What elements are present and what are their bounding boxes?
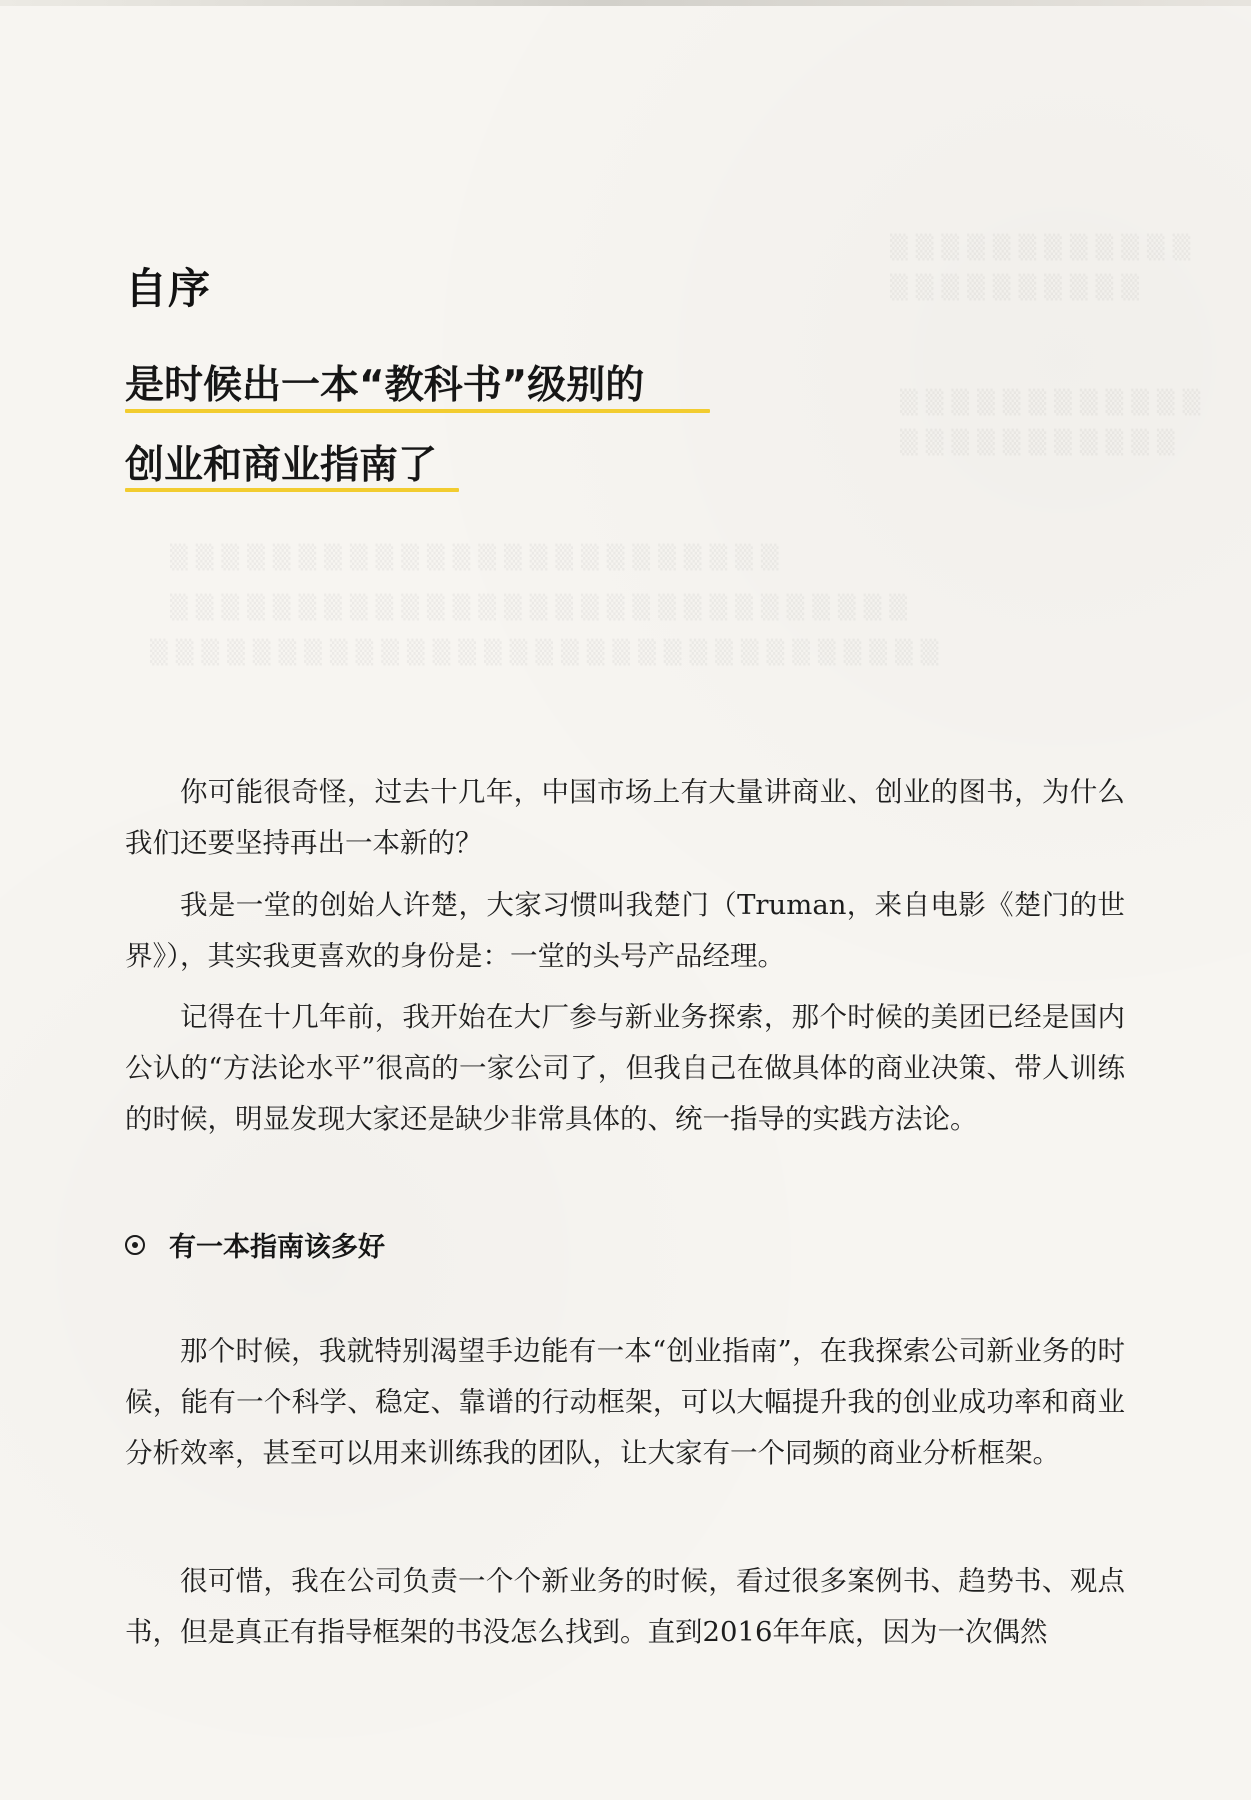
target-icon	[125, 1235, 145, 1255]
title-highlight-underline-2	[125, 488, 459, 492]
body-paragraph: 你可能很奇怪，过去十几年，中国市场上有大量讲商业、创业的图书，为什么我们还要坚持再出一本新的？	[125, 776, 1125, 859]
body-paragraph: 记得在十几年前，我开始在大厂参与新业务探索，那个时候的美团已经是国内公认的“方法论水平”很高的一家公司了，但我自己在做具体的商业决策、带人训练的时候，明显发现大家还是缺少非常具体的、统一指导的实践方法论。	[125, 1001, 1125, 1135]
top-page-edge	[0, 0, 1251, 6]
subsection-heading: 有一本指南该多好	[169, 1232, 385, 1263]
background-bleed-text: ▒▒▒▒▒▒▒▒▒▒▒▒▒▒▒▒▒▒▒▒▒▒▒▒▒▒▒▒▒	[170, 595, 915, 621]
background-bleed-text: ▒▒▒▒▒▒▒▒▒▒▒▒	[890, 235, 1199, 261]
section-label: 自序	[125, 264, 212, 313]
page-title-line-1: 是时候出一本“教科书”级别的	[125, 363, 645, 408]
body-paragraph: 那个时候，我就特别渴望手边能有一本“创业指南”，在我探索公司新业务的时候，能有一个科学、稳定、靠谱的行动框架，可以大幅提升我的创业成功率和商业分析效率，甚至可以用来训练我的团队，让大家有一个同频的商业分析框架。	[125, 1335, 1125, 1469]
background-bleed-text: ▒▒▒▒▒▒▒▒▒▒▒	[900, 430, 1183, 456]
page-title-line-2: 创业和商业指南了	[125, 443, 438, 488]
background-bleed-text: ▒▒▒▒▒▒▒▒▒▒▒▒▒▒▒▒▒▒▒▒▒▒▒▒	[170, 545, 787, 571]
body-paragraph: 很可惜，我在公司负责一个个新业务的时候，看过很多案例书、趋势书、观点书，但是真正有指导框架的书没怎么找到。直到2016年年底，因为一次偶然	[125, 1565, 1125, 1648]
background-bleed-text: ▒▒▒▒▒▒▒▒▒▒▒▒	[900, 390, 1209, 416]
body-paragraph: 我是一堂的创始人许楚，大家习惯叫我楚门（Truman，来自电影《楚门的世界》），其实我更喜欢的身份是：一堂的头号产品经理。	[125, 889, 1125, 972]
subsection-heading-row	[125, 1225, 385, 1264]
title-highlight-underline-1	[125, 409, 710, 413]
background-bleed-text: ▒▒▒▒▒▒▒▒▒▒▒▒▒▒▒▒▒▒▒▒▒▒▒▒▒▒▒▒▒▒▒	[150, 640, 947, 666]
background-bleed-text: ▒▒▒▒▒▒▒▒▒▒	[890, 275, 1147, 301]
